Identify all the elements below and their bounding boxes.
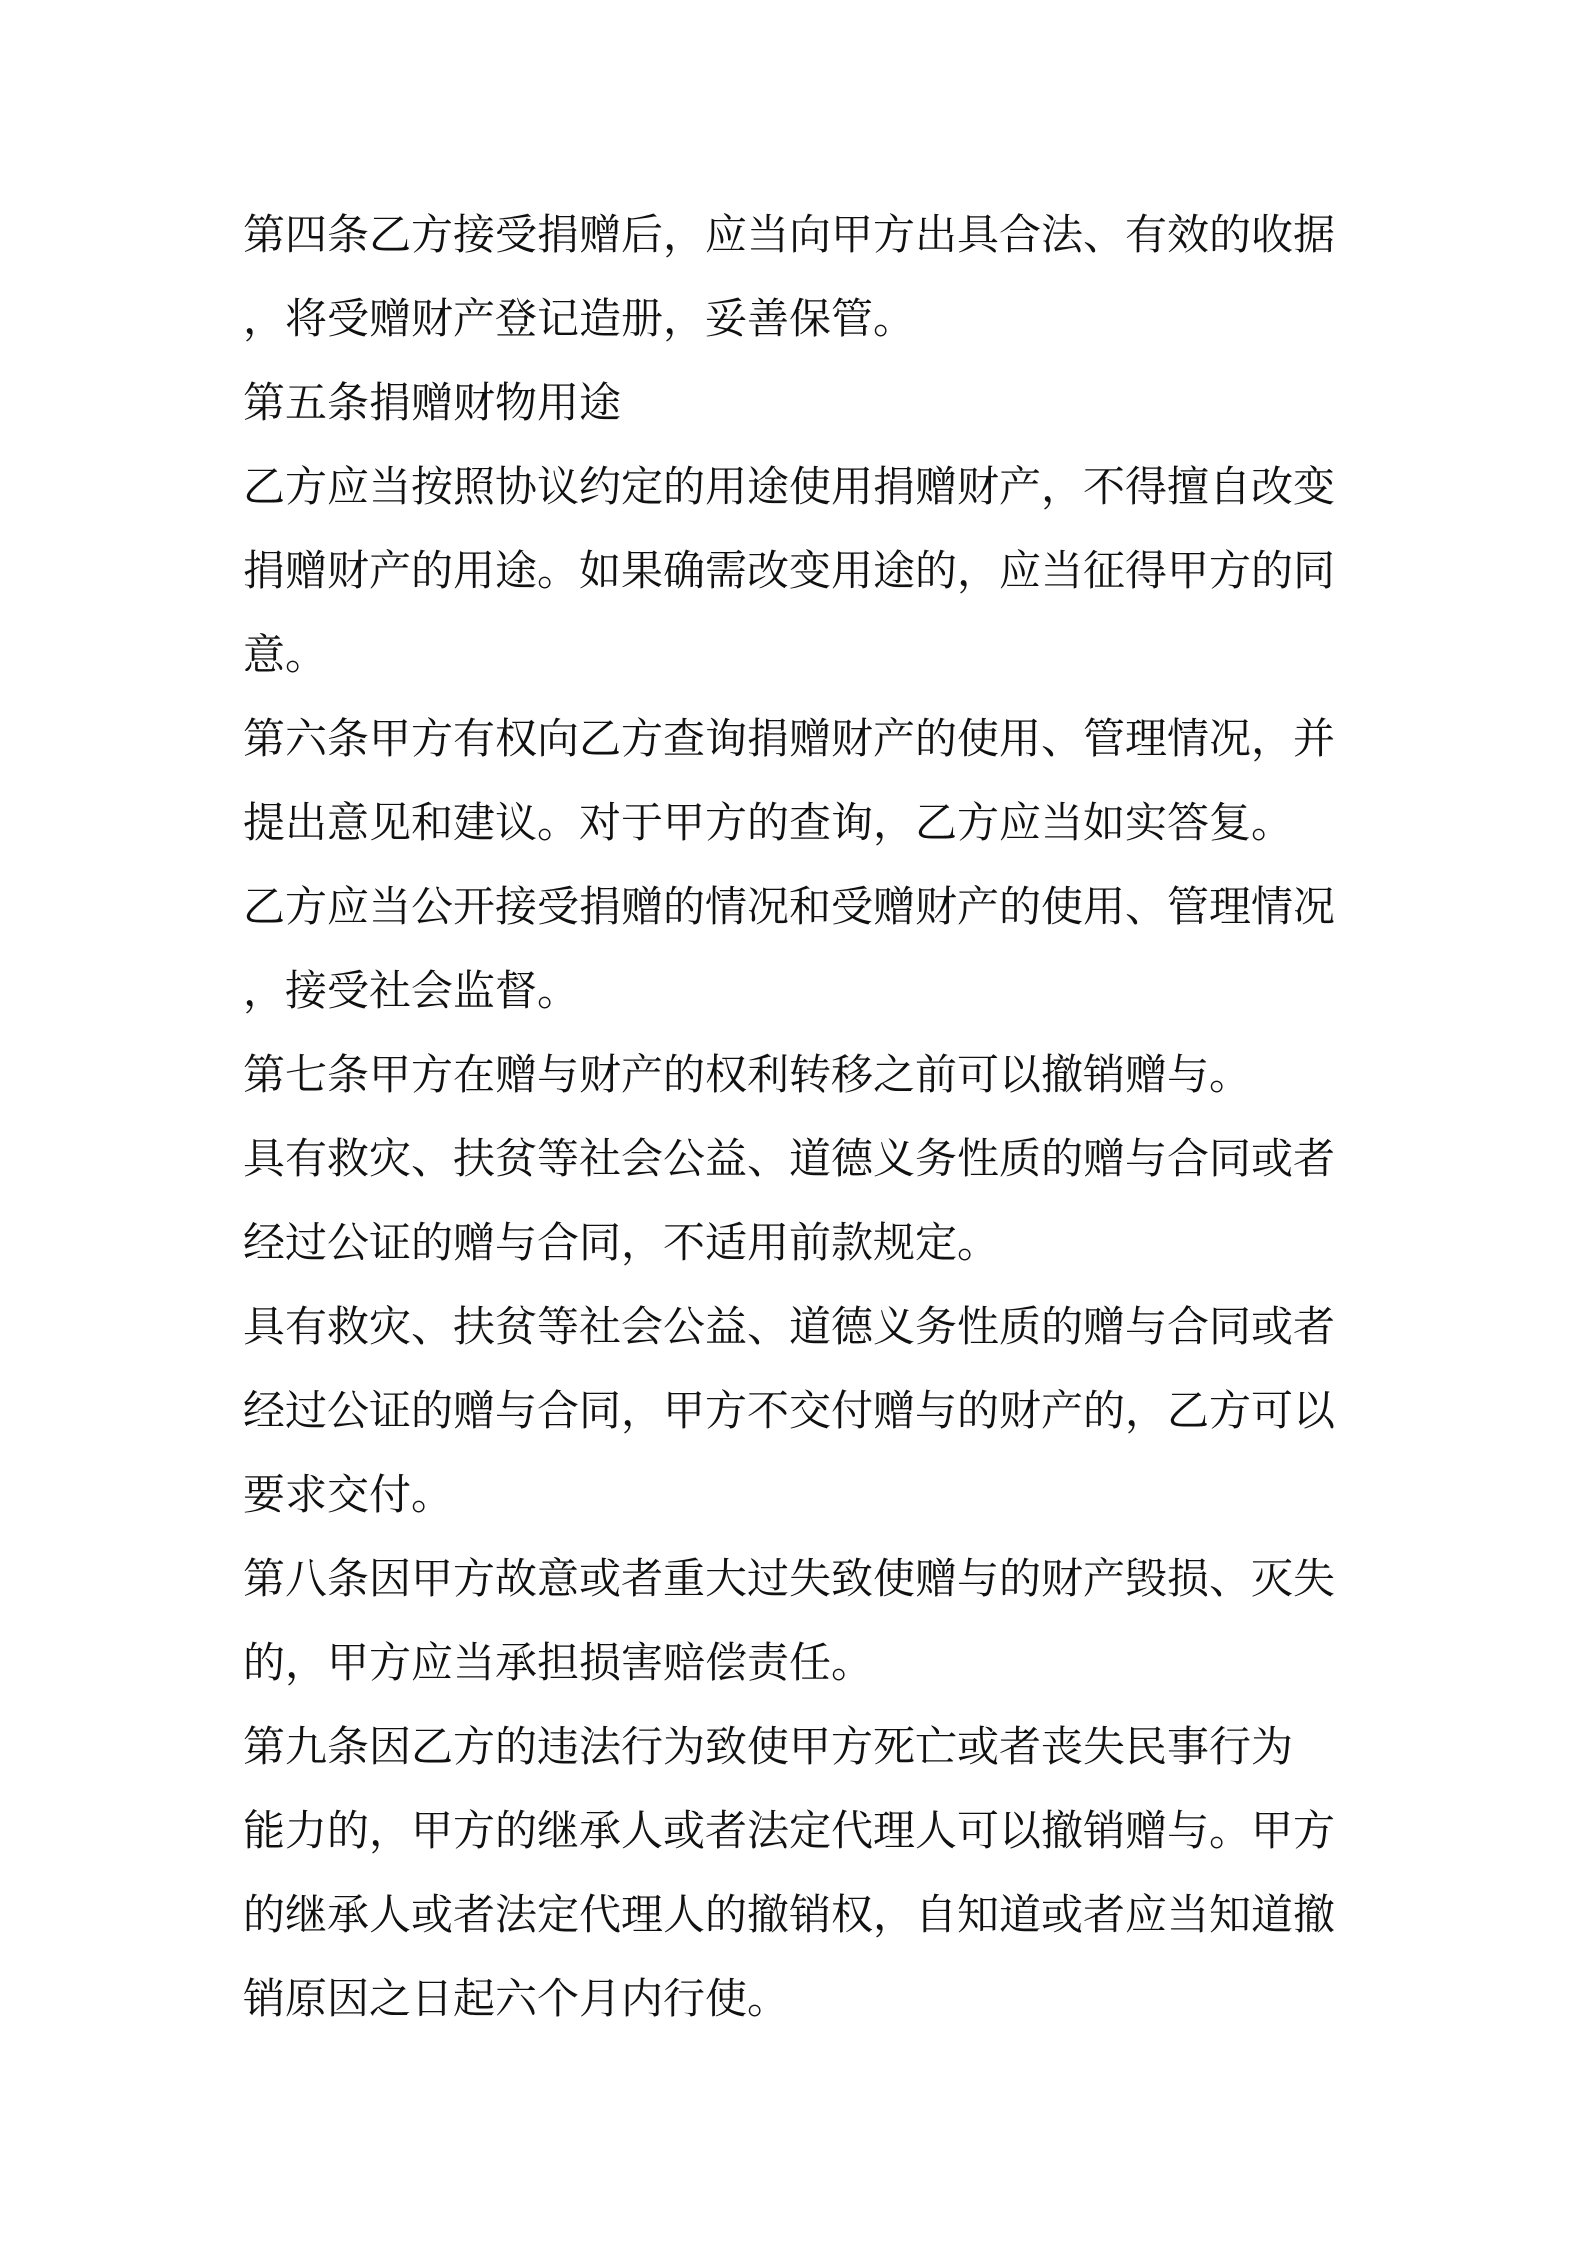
text-line: 捐赠财产的用途。如果确需改变用途的，应当征得甲方的同: [243, 546, 1336, 595]
text-line: 第八条因甲方故意或者重大过失致使赠与的财产毁损、灭失: [243, 1554, 1336, 1603]
text-line: 意。: [243, 630, 328, 679]
document-body: [243, 193, 1363, 2041]
text-line: 提出意见和建议。对于甲方的查询，乙方应当如实答复。: [243, 798, 1294, 847]
text-line: 要求交付。: [243, 1470, 454, 1519]
text-line: 第五条捐赠财物用途: [243, 378, 622, 427]
text-line: 具有救灾、扶贫等社会公益、道德义务性质的赠与合同或者: [243, 1302, 1336, 1351]
text-line: ，接受社会监督。: [243, 966, 580, 1015]
text-line: 第六条甲方有权向乙方查询捐赠财产的使用、管理情况，并: [243, 714, 1336, 763]
text-line: 的继承人或者法定代理人的撤销权，自知道或者应当知道撤: [243, 1890, 1336, 1939]
text-line: 经过公证的赠与合同，不适用前款规定。: [243, 1218, 1000, 1267]
text-line: 乙方应当按照协议约定的用途使用捐赠财产，不得擅自改变: [243, 462, 1336, 511]
text-line: 第七条甲方在赠与财产的权利转移之前可以撤销赠与。: [243, 1050, 1252, 1099]
text-line: 的，甲方应当承担损害赔偿责任。: [243, 1638, 874, 1687]
text-line: 第九条因乙方的违法行为致使甲方死亡或者丧失民事行为: [243, 1722, 1294, 1771]
text-line: 乙方应当公开接受捐赠的情况和受赠财产的使用、管理情况: [243, 882, 1336, 931]
text-line: 能力的，甲方的继承人或者法定代理人可以撤销赠与。甲方: [243, 1806, 1336, 1855]
text-line: 经过公证的赠与合同，甲方不交付赠与的财产的，乙方可以: [243, 1386, 1336, 1435]
text-line: 销原因之日起六个月内行使。: [243, 1974, 790, 2023]
text-line: 第四条乙方接受捐赠后，应当向甲方出具合法、有效的收据: [243, 210, 1336, 259]
text-line: 具有救灾、扶贫等社会公益、道德义务性质的赠与合同或者: [243, 1134, 1336, 1183]
text-line: ，将受赠财产登记造册，妥善保管。: [243, 294, 916, 343]
